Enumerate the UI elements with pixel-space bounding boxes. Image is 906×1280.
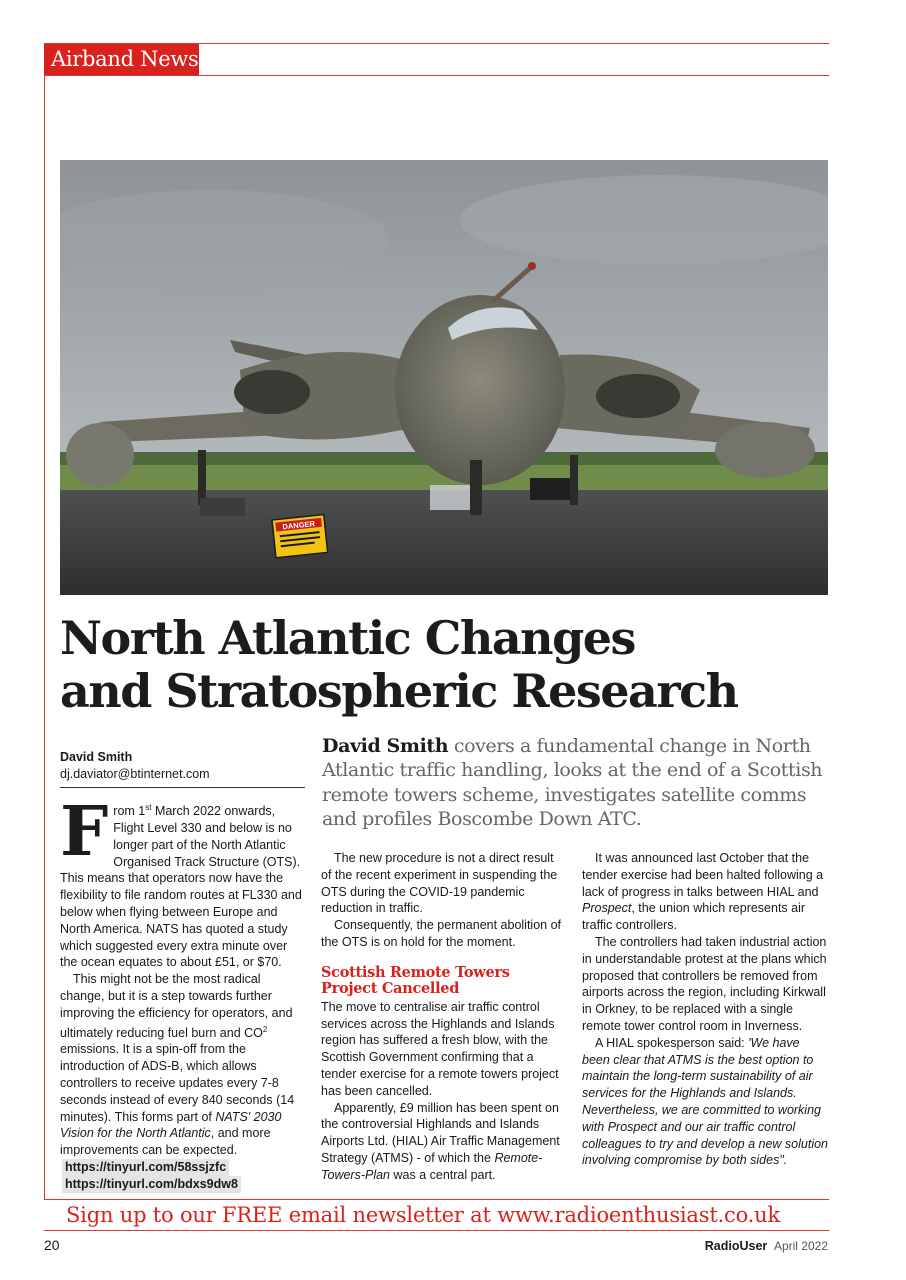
italic-run: Remote-Towers-Plan bbox=[321, 1150, 543, 1182]
superscript: st bbox=[145, 803, 152, 812]
left-margin-rule bbox=[44, 44, 45, 1199]
link-1[interactable]: https://tinyurl.com/58ssjzfc bbox=[62, 1159, 229, 1176]
paragraph bbox=[582, 850, 828, 934]
byline-author: David Smith bbox=[60, 750, 133, 764]
header-rule bbox=[44, 75, 829, 76]
text-run: rom 1 bbox=[113, 804, 146, 819]
standfirst bbox=[322, 734, 830, 831]
link-2[interactable]: https://tinyurl.com/bdxs9dw8 bbox=[62, 1176, 241, 1193]
headline-line-2: and Stratospheric Research bbox=[60, 664, 738, 718]
paragraph: Consequently, the permanent abolition of the OTS is on hold for the moment. bbox=[321, 918, 562, 949]
footer-publication bbox=[705, 1239, 828, 1253]
newsletter-rule-bottom bbox=[44, 1230, 829, 1231]
paragraph bbox=[582, 1035, 828, 1169]
text-run: March 2022 onwards, Flight Level 330 and below is no longer part of the North Atlantic Organised Track Structure (OTS). This means that operators now have the flexibility to file random routes at FL330 and below when flying between Europe and North America. NATS has quoted a study which suggested every extra minute over the ocean equates to about £51, or $70. bbox=[60, 804, 302, 970]
subheading: Scottish Remote Towers Project Cancelled bbox=[321, 963, 510, 997]
danger-sign-text: DANGER bbox=[282, 519, 316, 532]
text-run: This might not be the most radical change, but it is a step towards further improving the efficiency for operators, and ultimately reducing fuel burn and CO bbox=[60, 972, 293, 1040]
standfirst-text: covers a fundamental change in North Atlantic traffic handling, looks at the end of a Scottish remote towers scheme, investigates satellite comms and profiles Boscombe Down ATC. bbox=[322, 735, 823, 830]
paragraph: The controllers had taken industrial action in understandable protest at the plans which proposed that controllers be removed from airports across the region, including Kirkwall in Orkney, to be replaced with a single remote tower control room in Inverness. bbox=[582, 934, 827, 1033]
danger-sign bbox=[272, 515, 328, 558]
standfirst-author: David Smith bbox=[322, 735, 449, 757]
article-photo bbox=[60, 160, 828, 595]
newsletter-rule-top bbox=[44, 1199, 829, 1200]
article-column-1 bbox=[60, 792, 308, 1193]
paragraph bbox=[60, 971, 308, 1159]
text-run: emissions. It is a spin-off from the introduction of ADS-B, which allows controllers to receive updates every 7-8 seconds instead of every 840 seconds (14 minutes). This forms part of bbox=[60, 1042, 295, 1124]
italic-run: NATS' 2030 Vision for the North Atlantic bbox=[60, 1109, 282, 1141]
headline bbox=[60, 612, 840, 718]
article-column-3 bbox=[582, 850, 828, 1169]
text-run: It was announced last October that the tender exercise had been halted following a lack of progress in talks between HIAL and bbox=[582, 851, 824, 899]
text-run: , the union which represents air traffic controllers. bbox=[582, 901, 806, 933]
paragraph bbox=[321, 1100, 567, 1184]
text-run: , and more improvements can be expected. bbox=[60, 1126, 271, 1158]
paragraph: The new procedure is not a direct result of the recent experiment in suspending the OTS during the COVID-19 pandemic reduction in traffic. bbox=[321, 851, 558, 916]
italic-run: Prospect bbox=[582, 901, 632, 916]
section-tab: Airband News bbox=[44, 44, 199, 75]
drop-cap: F bbox=[60, 792, 109, 872]
paragraph: The move to centralise air traffic control services across the Highlands and Islands region has suffered a fresh blow, with the Scottish Government confirming that a tender exercise for a remote towers project has been cancelled. bbox=[321, 999, 559, 1098]
paragraph bbox=[60, 792, 308, 971]
text-run: was a central part. bbox=[390, 1167, 496, 1182]
text-run: A HIAL spokesperson said: bbox=[595, 1035, 749, 1050]
byline-email[interactable]: dj.daviator@btinternet.com bbox=[60, 767, 210, 781]
issue-date: April 2022 bbox=[773, 1239, 828, 1253]
text-run: Apparently, £9 million has been spent on the controversial Highlands and Islands Airports Ltd. (HIAL) Air Traffic Management Strategy (ATMS) - of which the bbox=[321, 1100, 560, 1165]
article-column-2 bbox=[321, 850, 567, 1184]
publication-name: RadioUser bbox=[704, 1239, 768, 1253]
byline-rule bbox=[60, 787, 305, 788]
page-number: 20 bbox=[44, 1237, 60, 1253]
italic-run: 'We have been clear that ATMS is the best option to maintain the long-term sustainability of air services for the Highlands and Islands. Nevertheless, we are committed to working with Prospect and our air traffic control colleagues to try and develop a new solution involving compromise by both sides". bbox=[582, 1035, 828, 1168]
headline-line-1: North Atlantic Changes bbox=[60, 611, 635, 665]
newsletter-banner[interactable]: Sign up to our FREE email newsletter at www.radioenthusiast.co.uk bbox=[66, 1203, 780, 1227]
superscript: 2 bbox=[262, 1024, 268, 1034]
